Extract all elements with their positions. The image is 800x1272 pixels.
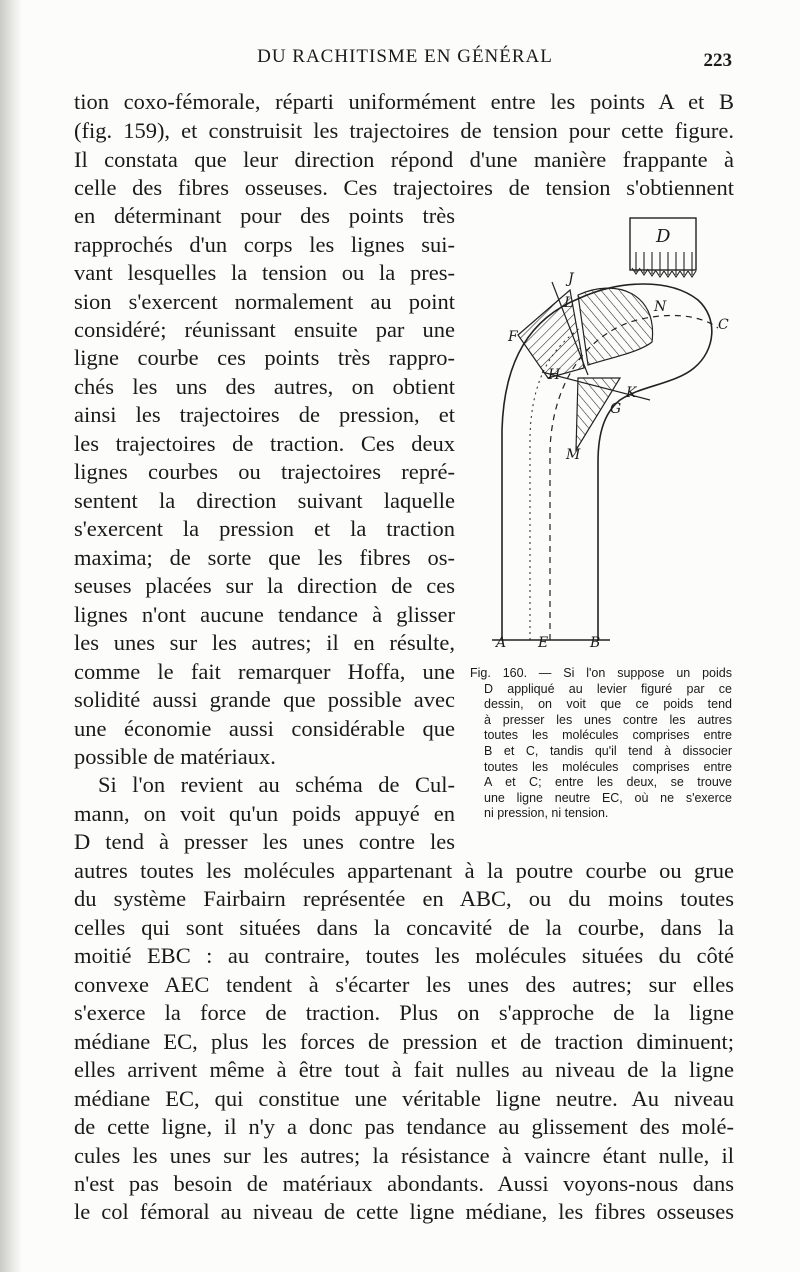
label-j: J bbox=[568, 271, 574, 287]
label-h: H bbox=[548, 367, 561, 383]
label-m: M bbox=[566, 447, 581, 463]
text-line: s'exerce la force de traction. Plus on s'approche de la ligne bbox=[74, 1000, 734, 1025]
running-title: DU RACHITISME EN GÉNÉRAL bbox=[257, 46, 553, 67]
text-line: Si l'on revient au schéma de Cul- bbox=[98, 772, 455, 797]
text-line: autres toutes les molécules appartenant à la poutre courbe ou grue bbox=[74, 858, 734, 883]
page-header bbox=[74, 44, 736, 72]
text-line: celles qui sont situées dans la concavité de la courbe, dans la bbox=[74, 915, 734, 940]
text-line: D tend à presser les unes contre les bbox=[74, 829, 455, 854]
text-line: solidité aussi grande que possible avec bbox=[74, 687, 455, 712]
text-line: sentent la direction suivant laquelle bbox=[74, 488, 455, 513]
text-line: les unes sur les autres; il en résulte, bbox=[74, 630, 455, 655]
caption-line: toutes les molécules comprises entre bbox=[484, 759, 732, 774]
label-k: K bbox=[626, 385, 637, 401]
text-line: convexe AEC tendent à s'écarter les unes des autres; sur elles bbox=[74, 972, 734, 997]
text-line: moitié EBC : au contraire, toutes les molécules situées du côté bbox=[74, 943, 734, 968]
text-line: seuses placées sur la direction de ces bbox=[74, 573, 455, 598]
load-arrows bbox=[632, 252, 696, 277]
label-f: F bbox=[508, 329, 518, 345]
text-line: lignes courbes ou trajectoires repré- bbox=[74, 459, 455, 484]
text-line: médiane EC, plus les forces de pression et de traction diminuent; bbox=[74, 1029, 734, 1054]
tension-stress-section bbox=[518, 290, 584, 378]
text-line: vant lesquelles la tension ou la pres- bbox=[74, 260, 455, 285]
text-line: n'est pas besoin de matériaux abondants. Aussi voyons-nous dans bbox=[74, 1171, 734, 1196]
text-line: tion coxo-fémorale, réparti uniformément entre les points A et B bbox=[74, 89, 734, 114]
text-line: possible de matériaux. bbox=[74, 744, 276, 769]
text-line: rapprochés d'un corps les lignes sui- bbox=[74, 232, 455, 257]
crane-diagram-svg bbox=[470, 200, 740, 660]
binding-shadow bbox=[0, 0, 22, 1272]
text-line: une économie aussi considérable que bbox=[74, 716, 455, 741]
text-line: ainsi les trajectoires de pression, et bbox=[74, 402, 455, 427]
text-line: mann, on voit qu'un poids appuyé en bbox=[74, 801, 455, 826]
caption-line: toutes les molécules comprises entre bbox=[484, 728, 732, 743]
label-e: E bbox=[538, 635, 549, 651]
text-line: le col fémoral au niveau de cette ligne médiane, les fibres osseuses bbox=[74, 1199, 734, 1224]
caption-line: ni pression, ni tension. bbox=[484, 806, 609, 821]
label-d: D bbox=[656, 226, 671, 247]
caption-line: Fig. 160. — Si l'on suppose un poids bbox=[470, 666, 732, 680]
caption-line: une ligne neutre EC, où ne s'exerce bbox=[484, 790, 732, 805]
page-number: 223 bbox=[703, 50, 732, 71]
text-line: Il constata que leur direction répond d'une manière frappante à bbox=[74, 147, 734, 172]
text-line: s'exercent la pression et la traction bbox=[74, 516, 455, 541]
text-line: maxima; de sorte que les fibres os- bbox=[74, 545, 455, 570]
text-line: chés les uns des autres, on obtient bbox=[74, 374, 455, 399]
text-line: elles arrivent même à être tout à fait nulles au niveau de la ligne bbox=[74, 1057, 734, 1082]
text-line: les trajectoires de traction. Ces deux bbox=[74, 431, 455, 456]
text-line: cules les unes sur les autres; la résistance à vaincre étant nulle, il bbox=[74, 1143, 734, 1168]
label-l: L bbox=[564, 295, 574, 311]
label-c: C bbox=[718, 317, 729, 333]
figure-160-diagram bbox=[470, 200, 740, 660]
text-line: du système Fairbairn représentée en ABC, ou du moins toutes bbox=[74, 886, 734, 911]
text-line: celle des fibres osseuses. Ces trajectoires de tension s'obtiennent bbox=[74, 175, 734, 200]
label-a: A bbox=[496, 635, 507, 651]
label-b: B bbox=[590, 635, 601, 651]
text-line: (fig. 159), et construisit les trajectoires de tension pour cette figure. bbox=[74, 118, 734, 143]
text-line: de cette ligne, il n'y a donc pas tendance au glissement des molé- bbox=[74, 1114, 734, 1139]
text-line: médiane EC, qui constitue une véritable ligne neutre. Au niveau bbox=[74, 1086, 734, 1111]
caption-line: B et C, tandis qu'il tend à dissocier bbox=[484, 743, 732, 758]
text-line: ligne courbe ces points très rappro- bbox=[74, 345, 455, 370]
text-line: considéré; réunissant ensuite par une bbox=[74, 317, 455, 342]
text-line: comme le fait remarquer Hoffa, une bbox=[74, 659, 455, 684]
caption-line: dessin, on voit que ce poids tend bbox=[484, 697, 732, 712]
text-line: lignes n'ont aucune tendance à glisser bbox=[74, 602, 455, 627]
compression-stress-section bbox=[578, 288, 653, 365]
text-line: en déterminant pour des points très bbox=[74, 203, 455, 228]
figure-caption bbox=[470, 666, 732, 822]
label-g: G bbox=[610, 401, 622, 417]
caption-line: à presser les unes contre les autres bbox=[484, 712, 732, 727]
label-n: N bbox=[654, 299, 667, 315]
text-line: sion s'exercent normalement au point bbox=[74, 289, 455, 314]
caption-line: A et C; entre les deux, se trouve bbox=[484, 775, 732, 790]
caption-line: D appliqué au levier figuré par ce bbox=[484, 681, 732, 696]
